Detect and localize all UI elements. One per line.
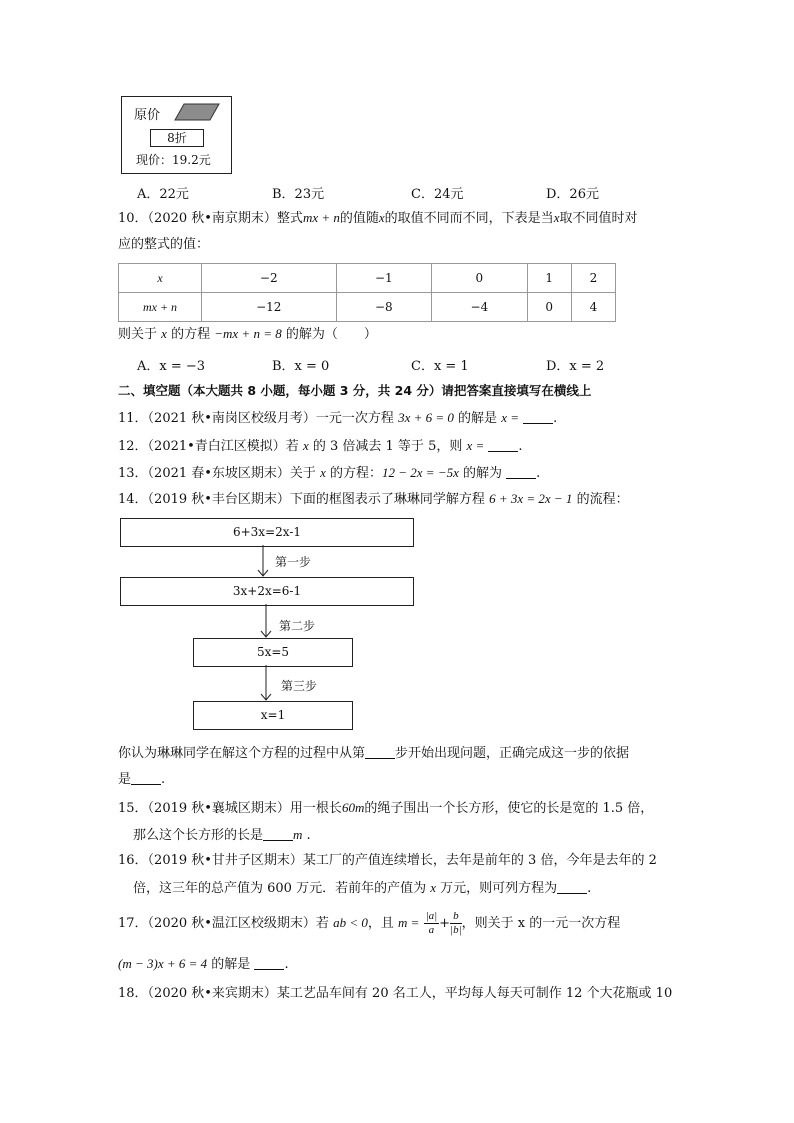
option-c[interactable]: C．x = 1 — [411, 359, 469, 374]
answer-blank[interactable] — [488, 438, 518, 452]
flow-box-4: x=1 — [193, 701, 353, 730]
table-cell: 0 — [527, 293, 571, 322]
answer-blank[interactable] — [263, 827, 293, 841]
q17-line1: 17．（2020 秋•温江区校级期末）若 ab < 0，且 m = $\frac{|a|}{a}$ + $\frac{b}{|b|}$ ，则关于 x 的一元一次方程 — [118, 910, 621, 936]
price-diagram — [121, 96, 232, 174]
option-b[interactable]: B．x = 0 — [272, 359, 330, 374]
step-label: 第二步 — [279, 619, 316, 633]
q14-follow-line1: 你认为琳琳同学在解这个方程的过程中从第 步开始出现问题，正确完成这一步的依据 — [118, 746, 630, 761]
q18-line1: 18．（2020 秋•来宾期末）某工艺品车间有 20 名工人，平均每人每天可制作 12 个大花瓶或 10 — [118, 986, 673, 1001]
option-b[interactable]: B．23元 — [272, 187, 325, 202]
answer-blank[interactable] — [523, 410, 553, 424]
q15-line2: 那么这个长方形的长是 m . — [133, 827, 311, 843]
q13: 13．（2021 春•东坡区期末）关于 x 的方程：12 − 2x = −5x 的解为 . — [118, 465, 541, 481]
table-row — [119, 293, 616, 322]
table-cell: 0 — [432, 264, 528, 293]
step-label: 第三步 — [281, 679, 318, 693]
section-title: 二、填空题（本大题共 8 小题，每小题 3 分，共 24 分）请把答案直接填写在横线上 — [118, 383, 592, 398]
q12: 12．（2021•青白江区模拟）若 x 的 3 倍减去 1 等于 5，则 x = . — [118, 438, 523, 454]
answer-blank[interactable] — [131, 771, 161, 785]
flow-box-3: 5x=5 — [193, 638, 353, 667]
parallelogram-icon — [174, 103, 220, 121]
option-a[interactable]: A．22元 — [137, 187, 189, 202]
table-cell: −8 — [336, 293, 432, 322]
q16-line2: 倍，这三年的总产值为 600 万元．若前年的产值为 x 万元，则可列方程为 . — [133, 880, 592, 896]
flow-box-2: 3x+2x=6-1 — [120, 577, 414, 606]
answer-blank[interactable] — [506, 465, 536, 479]
current-price-label: 现价：19.2元 — [136, 153, 211, 167]
option-c[interactable]: C．24元 — [411, 187, 464, 202]
fraction: $\frac{|a|}{a}$ — [425, 910, 438, 936]
original-price-label: 原价 — [134, 108, 161, 123]
table-cell: −1 — [336, 264, 432, 293]
fraction: $\frac{b}{|b|}$ — [450, 910, 462, 936]
option-d[interactable]: D．26元 — [546, 187, 599, 202]
q10-question: 则关于 x 的方程 −mx + n = 8 的解为（ ） — [118, 326, 377, 342]
q14: 14．（2019 秋•丰台区期末）下面的框图表示了琳琳同学解方程 6 + 3x = 2x − 1 的流程： — [118, 491, 629, 507]
table-cell: 2 — [571, 264, 615, 293]
answer-blank[interactable] — [557, 880, 587, 894]
table-cell: 1 — [527, 264, 571, 293]
q15-line1: 15．（2019 秋•襄城区期末）用一根长60m的绳子围出一个长方形，使它的长是宽的 1.5 倍， — [118, 800, 654, 816]
q10-line2: 应的整式的值： — [118, 237, 210, 252]
table-cell: x — [119, 264, 202, 293]
table-row — [119, 264, 616, 293]
step-label: 第一步 — [275, 555, 312, 569]
table-cell: 4 — [571, 293, 615, 322]
q14-follow-line2: 是 . — [118, 772, 166, 787]
flow-box-1: 6+3x=2x-1 — [120, 518, 414, 547]
option-a[interactable]: A．x = −3 — [137, 359, 206, 374]
q17-line2: (m − 3)x + 6 = 4 的解是 . — [118, 956, 289, 972]
discount-box: 8折 — [150, 129, 204, 147]
down-arrow-icon — [258, 665, 274, 702]
table-cell: mx + n — [119, 293, 202, 322]
table-cell: −12 — [202, 293, 337, 322]
down-arrow-icon — [258, 604, 274, 639]
answer-blank[interactable] — [365, 745, 395, 759]
table-cell: −4 — [432, 293, 528, 322]
value-table — [118, 263, 616, 322]
q10-line1: 10．（2020 秋•南京期末）整式mx + n的值随x的取值不同而不同，下表是当x取不同值时对 — [118, 210, 638, 226]
table-cell: −2 — [202, 264, 337, 293]
q16-line1: 16．（2019 秋•甘井子区期末）某工厂的产值连续增长，去年是前年的 3 倍，今年是去年的 2 — [118, 853, 657, 868]
q11: 11．（2021 秋•南岗区校级月考）一元一次方程 3x + 6 = 0 的解是 x = . — [118, 410, 558, 426]
option-d[interactable]: D．x = 2 — [546, 359, 605, 374]
answer-blank[interactable] — [254, 956, 284, 970]
down-arrow-icon — [255, 545, 271, 578]
